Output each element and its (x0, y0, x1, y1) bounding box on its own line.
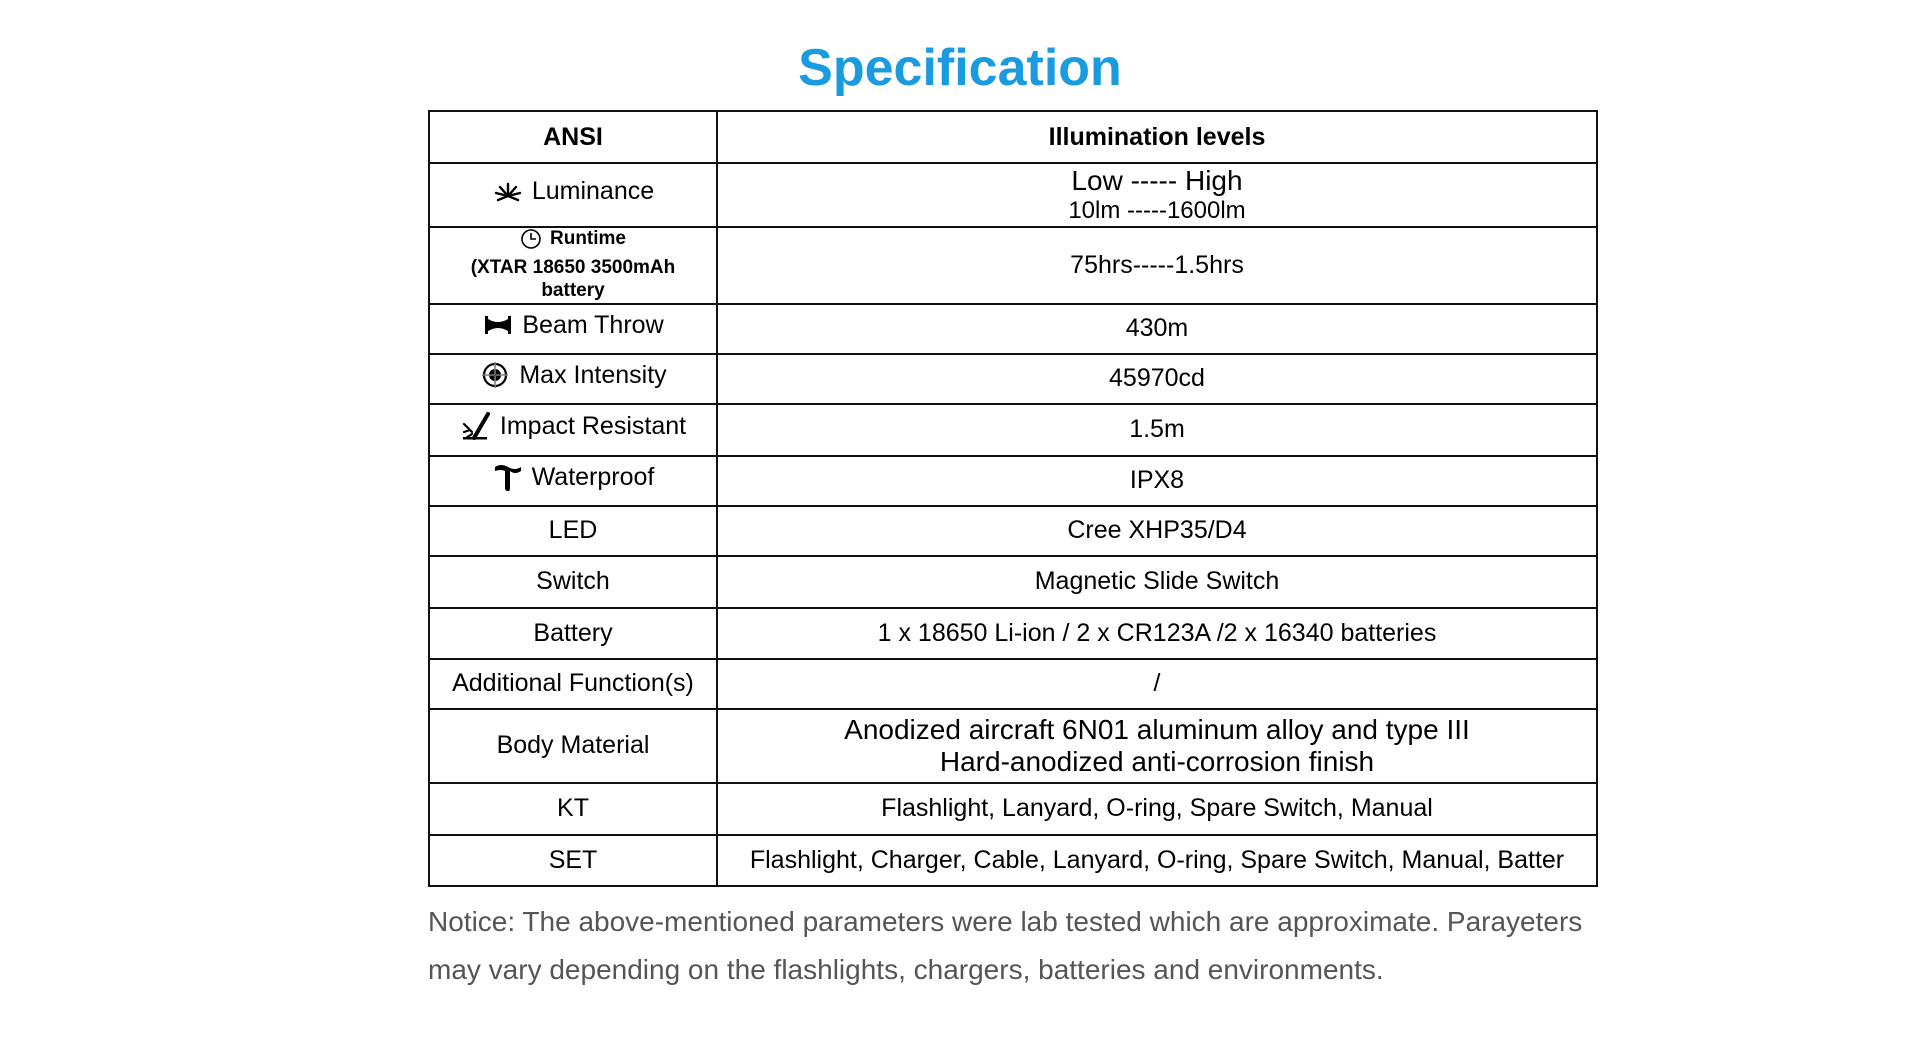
runtime-battery-label-cont: battery (541, 279, 605, 301)
led-label: LED (429, 506, 717, 556)
notice-text (428, 898, 1688, 994)
header-illumination: Illumination levels (717, 111, 1597, 163)
kt-value: Flashlight, Lanyard, O-ring, Spare Switch, Manual (717, 783, 1597, 835)
luminance-value-modes: Low ----- High (1071, 165, 1243, 197)
table-row-battery (429, 608, 1597, 659)
switch-value: Magnetic Slide Switch (717, 556, 1597, 608)
max-intensity-value: 45970cd (717, 354, 1597, 404)
table-header-row (429, 111, 1597, 163)
body-material-label: Body Material (429, 709, 717, 783)
table-row-set (429, 835, 1597, 886)
table-row-switch (429, 556, 1597, 608)
water-drop-icon (492, 461, 524, 493)
table-row-kt (429, 783, 1597, 835)
battery-value: 1 x 18650 Li-ion / 2 x CR123A /2 x 16340 batteries (717, 608, 1597, 659)
table-row-impact (429, 404, 1597, 456)
waterproof-label: Waterproof (531, 463, 655, 492)
max-intensity-label: Max Intensity (519, 361, 667, 390)
notice-line-1: Notice: The above-mentioned parameters were lab tested which are approximate. Parayeters (428, 906, 1583, 937)
header-ansi: ANSI (429, 111, 717, 163)
luminance-label: Luminance (531, 177, 655, 206)
body-material-value-line2: Hard-anodized anti-corrosion finish (939, 745, 1375, 777)
table-row-body-material (429, 709, 1597, 783)
set-label: SET (429, 835, 717, 886)
table-row-luminance (429, 163, 1597, 227)
set-value: Flashlight, Charger, Cable, Lanyard, O-ring, Spare Switch, Manual, Batter (717, 835, 1597, 886)
table-row-additional (429, 659, 1597, 709)
spec-table (428, 110, 1598, 887)
table-row-max-intensity (429, 354, 1597, 404)
table-row-led (429, 506, 1597, 556)
luminance-value-lumens: 10lm -----1600lm (1068, 197, 1246, 225)
beam-throw-label: Beam Throw (522, 311, 664, 340)
beam-throw-value: 430m (717, 304, 1597, 354)
table-row-runtime (429, 227, 1597, 304)
clock-icon (520, 228, 542, 250)
additional-value: / (717, 659, 1597, 709)
kt-label: KT (429, 783, 717, 835)
switch-label: Switch (429, 556, 717, 608)
led-value: Cree XHP35/D4 (717, 506, 1597, 556)
table-row-waterproof (429, 456, 1597, 506)
beam-icon (482, 309, 514, 341)
page-title: Specification (798, 39, 1122, 97)
crosshair-icon (479, 359, 511, 391)
impact-value: 1.5m (717, 404, 1597, 456)
runtime-label: Runtime (550, 228, 626, 249)
notice-line-2: may vary depending on the flashlights, chargers, batteries and environments. (428, 954, 1384, 985)
table-row-beam-throw (429, 304, 1597, 354)
waterproof-value: IPX8 (717, 456, 1597, 506)
additional-label: Additional Function(s) (429, 659, 717, 709)
body-material-value-line1: Anodized aircraft 6N01 aluminum alloy and type III (844, 713, 1470, 745)
sunburst-icon (492, 176, 524, 208)
runtime-battery-label: (XTAR 18650 3500mAh (470, 257, 676, 279)
runtime-value: 75hrs-----1.5hrs (717, 227, 1597, 304)
impact-label: Impact Resistant (499, 412, 687, 441)
impact-icon (460, 410, 492, 442)
battery-label: Battery (429, 608, 717, 659)
